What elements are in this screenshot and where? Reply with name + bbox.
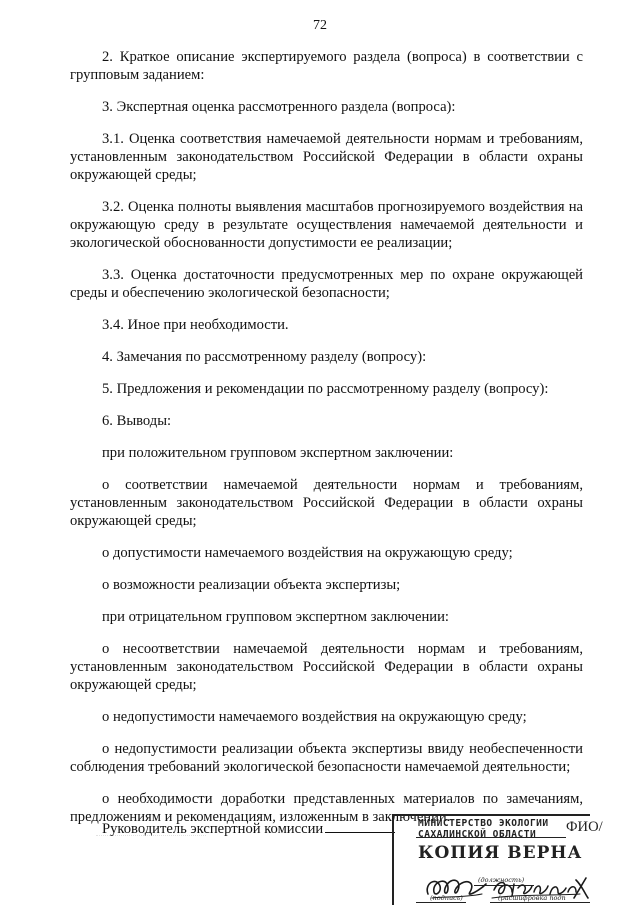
signature-line (102, 821, 395, 838)
paragraph-section-2: 2. Краткое описание экспертируемого раздела (вопроса) в соответствии с групповым заданием: (70, 49, 583, 83)
paragraph-section-5: 5. Предложения и рекомендации по рассмотренному разделу (вопросу): (102, 381, 549, 397)
paragraph-section-4: 4. Замечания по рассмотренному разделу (вопросу): (102, 349, 427, 365)
paragraph-negative-heading: при отрицательном групповом экспертном заключении: (102, 609, 449, 625)
stamp-ministry-line: МИНИСТЕРСТВО ЭКОЛОГИИ (418, 818, 549, 829)
paragraph-positive-feasibility: о возможности реализации объекта экспертизы; (102, 577, 401, 593)
signature-label: Руководитель экспертной комиссии (102, 821, 324, 837)
paragraph-positive-compliance: о соответствии намечаемой деятельности нормам и требованиям, установленным законодательством Российской Федерации в области охраны окружающей среды; (70, 477, 583, 529)
paragraph-section-3-3: 3.3. Оценка достаточности предусмотренных мер по охране окружающей среды и обеспечению экологической безопасности; (70, 267, 583, 301)
paragraph-section-6: 6. Выводы: (102, 413, 172, 429)
paragraph-section-3-2: 3.2. Оценка полноты выявления масштабов прогнозируемого воздействия на окружающую среду в результате осуществления намечаемой деятельности и экологической обоснованности допустимости ее реализации; (70, 199, 583, 251)
paragraph-positive-heading: при положительном групповом экспертном заключении: (102, 445, 454, 461)
stamp-caption-decoding: (расшифровка подп (498, 894, 566, 902)
handwritten-signature-icon (422, 868, 492, 904)
paragraph-revision-needed: о необходимости доработки представленных материалов по замечаниям, предложениям и рекомендациям, изложенным в заключении. (70, 791, 583, 825)
paragraph-negative-infeasibility: о недопустимости реализации объекта экспертизы ввиду необеспеченности соблюдения требований экологической безопасности намечаемой деятельности; (70, 741, 583, 775)
paragraph-section-3-4: 3.4. Иное при необходимости. (102, 317, 289, 333)
paragraph-negative-inadmissibility: о недопустимости намечаемого воздействия на окружающую среду; (102, 709, 527, 725)
document-body (70, 48, 583, 840)
paragraph-positive-admissibility: о допустимости намечаемого воздействия на окружающую среду; (102, 545, 513, 561)
paragraph-negative-noncompliance: о несоответствии намечаемой деятельности нормам и требованиям, установленным законодательством Российской Федерации в области охраны окружающей среды; (70, 641, 583, 693)
handwritten-name-icon (490, 870, 590, 904)
signature-fio: ФИО/ (566, 819, 603, 835)
stamp-title: КОПИЯ ВЕРНА (418, 843, 583, 863)
signature-underline (325, 832, 395, 833)
paragraph-section-3-1: 3.1. Оценка соответствия намечаемой деятельности нормам и требованиям, установленным законодательством Российской Федерации в области охраны окружающей среды; (70, 131, 583, 183)
stamp-caption-signature: (подпись) (430, 894, 463, 902)
stamp-caption-position: (должность) (478, 876, 525, 884)
certification-stamp (392, 814, 590, 905)
stamp-region-line: САХАЛИНСКОЙ ОБЛАСТИ (418, 829, 537, 840)
page-number: 72 (313, 18, 327, 33)
paragraph-section-3: 3. Экспертная оценка рассмотренного раздела (вопроса): (102, 99, 456, 115)
stamp-strike-line (416, 837, 566, 838)
